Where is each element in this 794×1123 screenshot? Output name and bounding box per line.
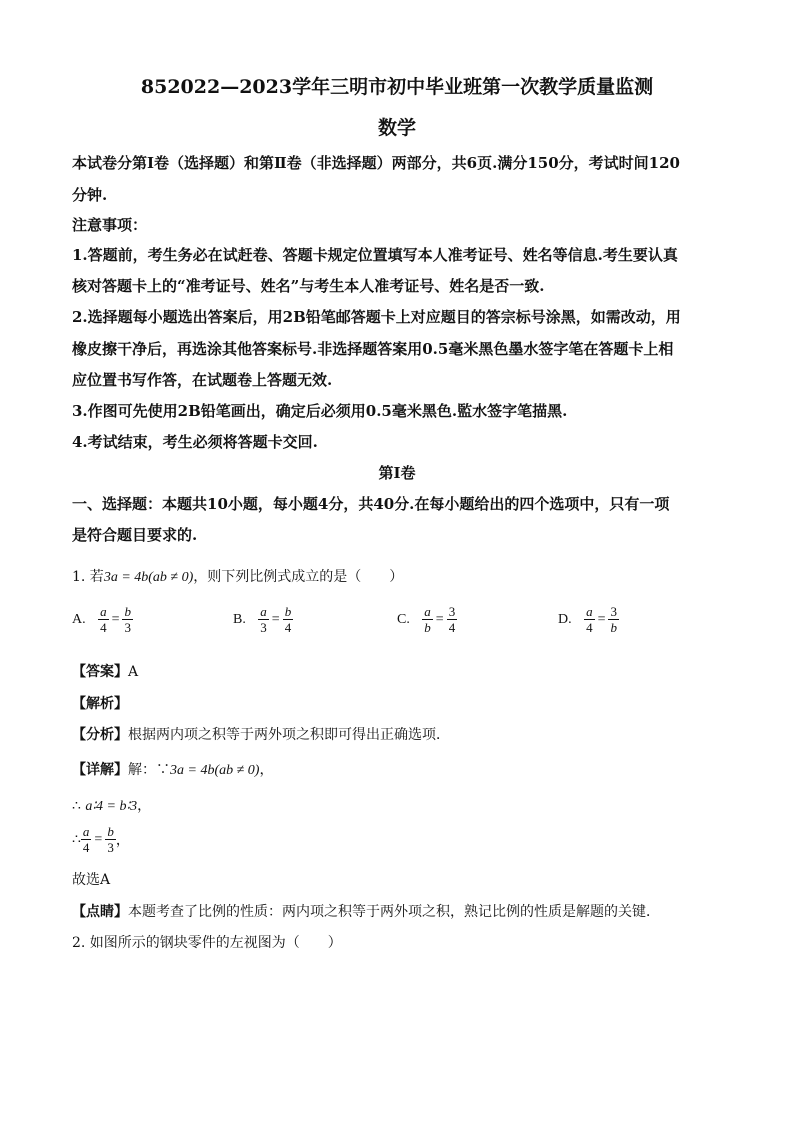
fraction-denominator: 3: [124, 620, 131, 635]
comment-tag: 【点睛】: [72, 904, 128, 920]
notes-line: 2.选择题每小题选出答案后，用2B铅笔邮答题卡上对应题目的答宗标号涂黑，如需改动，用: [72, 308, 681, 326]
notes-line: 橡皮擦干净后，再选涂其他答案标号.非选择题答案用0.5毫米黑色墨水签字笔在答题卡上相: [72, 340, 674, 358]
fraction-numerator: a: [82, 824, 90, 839]
fraction-numerator: b: [107, 824, 114, 839]
page-title: 852022—2023学年三明市初中毕业班第一次教学质量监测: [140, 76, 654, 98]
fraction-numerator: a: [260, 604, 267, 619]
fraction-denominator: 4: [586, 620, 593, 635]
section-instruction-1: 一、选择题：本题共10小题，每小题4分，共40分.在每小题给出的四个选项中，只有一项: [72, 495, 670, 513]
fenxi-tag: 【分析】: [72, 727, 128, 743]
question-condition: 3a = 4b(ab ≠ 0): [103, 570, 194, 585]
detail-tag: 【详解】: [72, 762, 128, 778]
answer-line: [72, 661, 138, 681]
comment-text: 本题考查了比例的性质：两内项之积等于两外项之积，熟记比例的性质是解题的关键．: [128, 904, 660, 920]
notes-line: 3.作图可先使用2B铅笔画出，确定后必须用0.5毫米黑色.監水签字笔描黑.: [72, 402, 568, 420]
question-suffix: ，则下列比例式成立的是（ ）: [193, 569, 404, 585]
option-b[interactable]: B. $\frac{a}{3}$ = $\frac{b}{4}$: [233, 604, 292, 635]
option-d[interactable]: D. $\frac{a}{4}$ = $\frac{3}{b}$: [558, 604, 617, 635]
section-instruction-2: 是符合题目要求的.: [72, 526, 198, 544]
option-label: C.: [397, 611, 410, 627]
therefore-symbol: ∴: [72, 831, 81, 848]
answer-tag: 【答案】: [72, 664, 128, 680]
fraction-denominator: 4: [448, 620, 456, 635]
step-1-ratio: a∶4 = b∶3: [85, 799, 138, 814]
fraction-denominator: b: [424, 620, 431, 635]
part-heading: 第Ⅰ卷: [378, 464, 416, 482]
fraction-denominator: 4: [284, 620, 292, 635]
notes-line: 核对答题卡上的“准考证号、姓名”与考生本人准考证号、姓名是否一致.: [72, 277, 545, 295]
option-c[interactable]: C. $\frac{a}{b}$ = $\frac{3}{4}$: [397, 604, 456, 635]
option-a[interactable]: A. $\frac{a}{4}$ = $\frac{b}{3}$: [72, 604, 131, 635]
notes-heading: 注意事项：: [72, 216, 148, 234]
fenxi-line: [72, 724, 450, 744]
option-label: B.: [233, 611, 246, 627]
step-2: ∴ $\frac{a}{4}$ = $\frac{b}{3}$ ，: [72, 824, 130, 855]
fraction-numerator: 3: [610, 604, 617, 619]
detail-condition: 3a = 4b(ab ≠ 0): [170, 763, 260, 778]
fraction-numerator: a: [424, 604, 431, 619]
detail-prefix: 解：∵: [128, 762, 170, 778]
fraction-numerator: a: [586, 604, 593, 619]
fenxi-text: 根据两内项之积等于两外项之积即可得出正确选项．: [128, 727, 450, 743]
step-2-suffix: ，: [115, 832, 130, 849]
fraction-denominator: 3: [260, 620, 267, 635]
question-1-stem: [72, 566, 403, 586]
fraction-denominator: b: [610, 620, 617, 635]
step-1: [72, 795, 151, 815]
intro-line-2: 分钟.: [72, 186, 108, 204]
answer-value: A: [128, 664, 139, 680]
therefore-symbol: ∴: [72, 798, 86, 814]
question-2-stem: 2. 如图所示的钢块零件的左视图为（ ）: [72, 935, 342, 951]
fraction-denominator: 3: [107, 840, 114, 855]
question-number: 1. 若: [72, 569, 104, 585]
detail-line: [72, 759, 273, 779]
fraction-denominator: 4: [82, 840, 90, 855]
notes-line: 1.答题前，考生务必在试赶卷、答题卡规定位置填写本人准考证号、姓名等信息.考生要认真: [72, 246, 678, 264]
analysis-tag: 【解析】: [72, 696, 128, 712]
comment-line: [72, 901, 660, 921]
fraction-denominator: 4: [100, 620, 107, 635]
subject-title: 数学: [377, 117, 416, 139]
notes-line: 应位置书写作答，在试题卷上答题无效.: [72, 371, 333, 389]
choose-line: 故选A: [72, 872, 111, 888]
intro-line-1: 本试卷分第Ⅰ卷（选择题）和第Ⅱ卷（非选择题）两部分，共6页.满分150分，考试时间120: [72, 154, 680, 172]
notes-line: 4.考试结束，考生必须将答题卡交回.: [72, 433, 318, 451]
option-label: A.: [72, 611, 86, 627]
detail-suffix: ，: [259, 762, 274, 778]
fraction-numerator: b: [124, 604, 131, 619]
fraction-numerator: 3: [448, 604, 456, 619]
fraction-numerator: b: [284, 604, 292, 619]
step-1-suffix: ，: [137, 798, 152, 814]
fraction-numerator: a: [100, 604, 107, 619]
option-label: D.: [558, 611, 572, 627]
